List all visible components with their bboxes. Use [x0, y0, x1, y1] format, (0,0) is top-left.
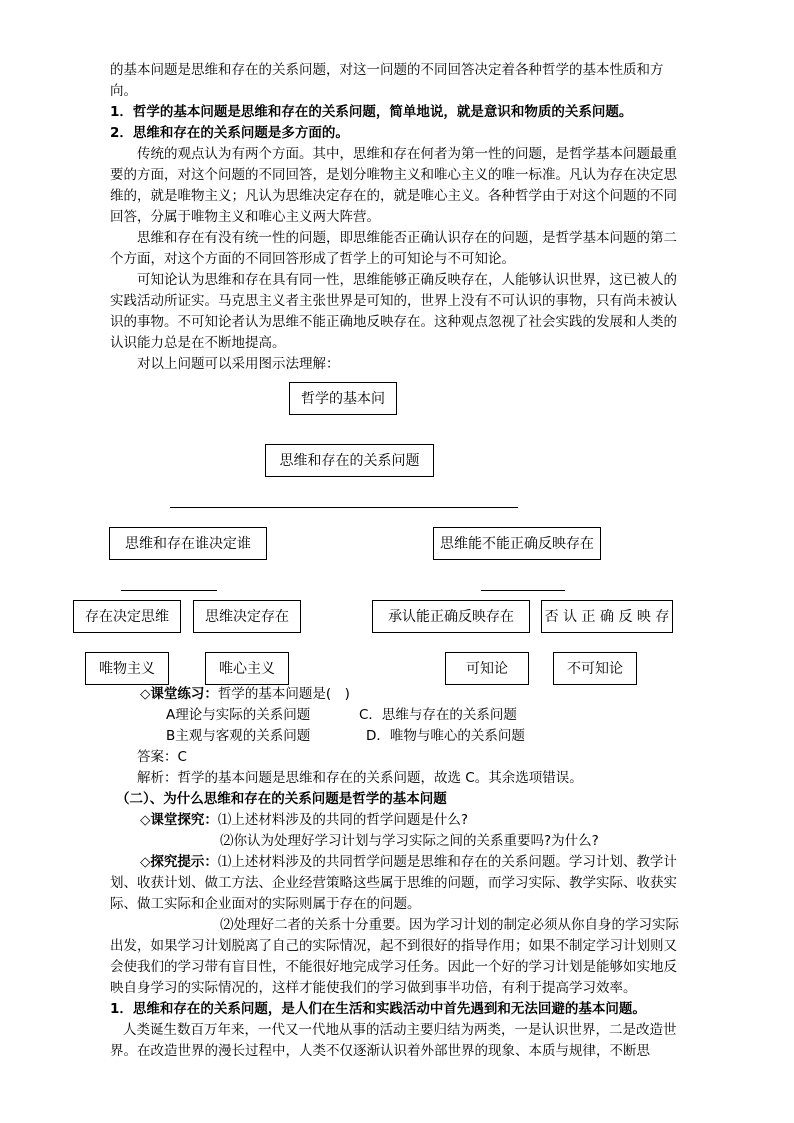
exercise-question-line — [110, 684, 688, 705]
hint-paragraph-2: ⑵处理好二者的关系十分重要。因为学习计划的制定必须从你自身的学习实际出发，如果学习计划脱离了自己的实际情况，起不到很好的指导作用；如果不制定学习计划则又会使我们的学习带有盲目性，不能很好地完成学习任务。因此一个好的学习计划是能够如实地反映自身学习的实际情况的，这样才能使我们的学习做到事半功倍，有利于提高学习效率。 — [110, 917, 679, 996]
diagram-box-existence-determines: 存在决定思维 — [73, 600, 181, 633]
section-2-paragraph: 人类诞生数百万年来，一代又一代地从事的活动主要归结为两类，一是认识世界，二是改造世界。在改造世界的漫长过程中，人类不仅逐渐认识着外部世界的现象、本质与规律，不断思 — [110, 1022, 677, 1059]
hint-text-1: ⑴上述材料涉及的共同哲学问题是思维和存在的关系问题。学习计划、教学计划、收获计划、做工方法、企业经营策略这些属于思维的问题，而学习实际、教学实际、收获实际、做工实际和企业面对的实际则属于存在的问题。 — [110, 854, 677, 912]
option-c: C．思维与存在的关系问题 — [359, 707, 517, 723]
section-2-heading: （二）、为什么思维和存在的关系问题是哲学的基本问题 — [116, 791, 447, 807]
explore-question-1: ⑴上述材料涉及的共同的哲学问题是什么? — [217, 812, 469, 828]
paragraph-knowability: 可知论认为思维和存在具有同一性，思维能够正确反映存在，人能够认识世界，这已被人的实践活动所证实。马克思主义者主张世界是可知的，世界上没有不可认识的事物，只有尚未被认识的事物。不可知论者认为思维不能正确地反映存在。这种观点忽视了社会实践的发展和人类的认识能力总是在不断地提高。 — [110, 272, 677, 351]
paragraph-diagram-intro: 对以上问题可以采用图示法理解： — [137, 356, 340, 372]
option-d: D．唯物与唯心的关系问题 — [366, 728, 525, 744]
diagram-right-branch: 思维能不能正确反映存在 — [433, 527, 601, 560]
diagram-connector-right — [481, 590, 565, 591]
exercise-options-row-2 — [110, 726, 688, 747]
diagram-connector-main — [170, 507, 518, 508]
paragraph-traditional: 传统的观点认为有两个方面。其中，思维和存在何者为第一性的问题，是哲学基本问题最重要的方面，对这个问题的不同回答，是划分唯物主义和唯心主义的唯一标准。凡认为存在决定思维的，就是唯物主义；凡认为思维决定存在的，就是唯心主义。各种哲学由于对这个问题的不同回答，分属于唯物主义和唯心主义两大阵营。 — [110, 146, 677, 225]
option-a: A理论与实际的关系问题 — [166, 707, 311, 723]
diagram-connector-left — [121, 590, 217, 591]
exercise-analysis: 解析：哲学的基本问题是思维和存在的关系问题，故选 C。其余选项错误。 — [137, 770, 583, 786]
diagram-box-deny: 否 认 正 确 反 映 存 — [541, 600, 673, 633]
diagram-leaf-knowable: 可知论 — [445, 652, 529, 685]
diagram-leaf-materialism: 唯物主义 — [85, 652, 169, 685]
explore-question-1-line — [110, 810, 688, 831]
diagram-left-branch: 思维和存在谁决定谁 — [109, 527, 267, 560]
intro-line: 的基本问题是思维和存在的关系问题，对这一问题的不同回答决定着各种哲学的基本性质和方向。 — [110, 62, 664, 99]
diagram-box-thought-determines: 思维决定存在 — [193, 600, 301, 633]
exercise-section — [110, 684, 688, 1062]
explore-label: ◇课堂探究： — [140, 812, 218, 828]
hint-paragraph-1 — [110, 852, 688, 915]
exercise-question: 哲学的基本问题是( ) — [217, 686, 350, 702]
diagram-box-acknowledge: 承认能正确反映存在 — [372, 600, 530, 633]
section-2-point-1: 1．思维和存在的关系问题，是人们在生活和实践活动中首先遇到和无法回避的基本问题。 — [110, 1001, 646, 1017]
exercise-options-row-1 — [110, 705, 688, 726]
diagram-level1: 思维和存在的关系问题 — [265, 444, 434, 477]
diagram-leaf-idealism: 唯心主义 — [205, 652, 289, 685]
diagram-leaf-unknowable: 不可知论 — [553, 652, 637, 685]
exercise-answer: 答案：C — [137, 749, 187, 765]
option-b: B主观与客观的关系问题 — [166, 728, 311, 744]
paragraph-unity: 思维和存在有没有统一性的问题，即思维能否正确认识存在的问题，是哲学基本问题的第二个方面，对这个方面的不同回答形成了哲学上的可知论与不可知论。 — [110, 230, 677, 267]
explore-question-2: ⑵你认为处理好学习计划与学习实际之间的关系重要吗?为什么? — [220, 833, 599, 849]
exercise-title: ◇课堂练习： — [140, 686, 218, 702]
diagram-root: 哲学的基本问 — [289, 382, 397, 415]
hint-label: ◇探究提示： — [140, 854, 218, 870]
point-2: 2．思维和存在的关系问题是多方面的。 — [110, 125, 349, 141]
point-1: 1．哲学的基本问题是思维和存在的关系问题，简单地说，就是意识和物质的关系问题。 — [110, 104, 633, 120]
